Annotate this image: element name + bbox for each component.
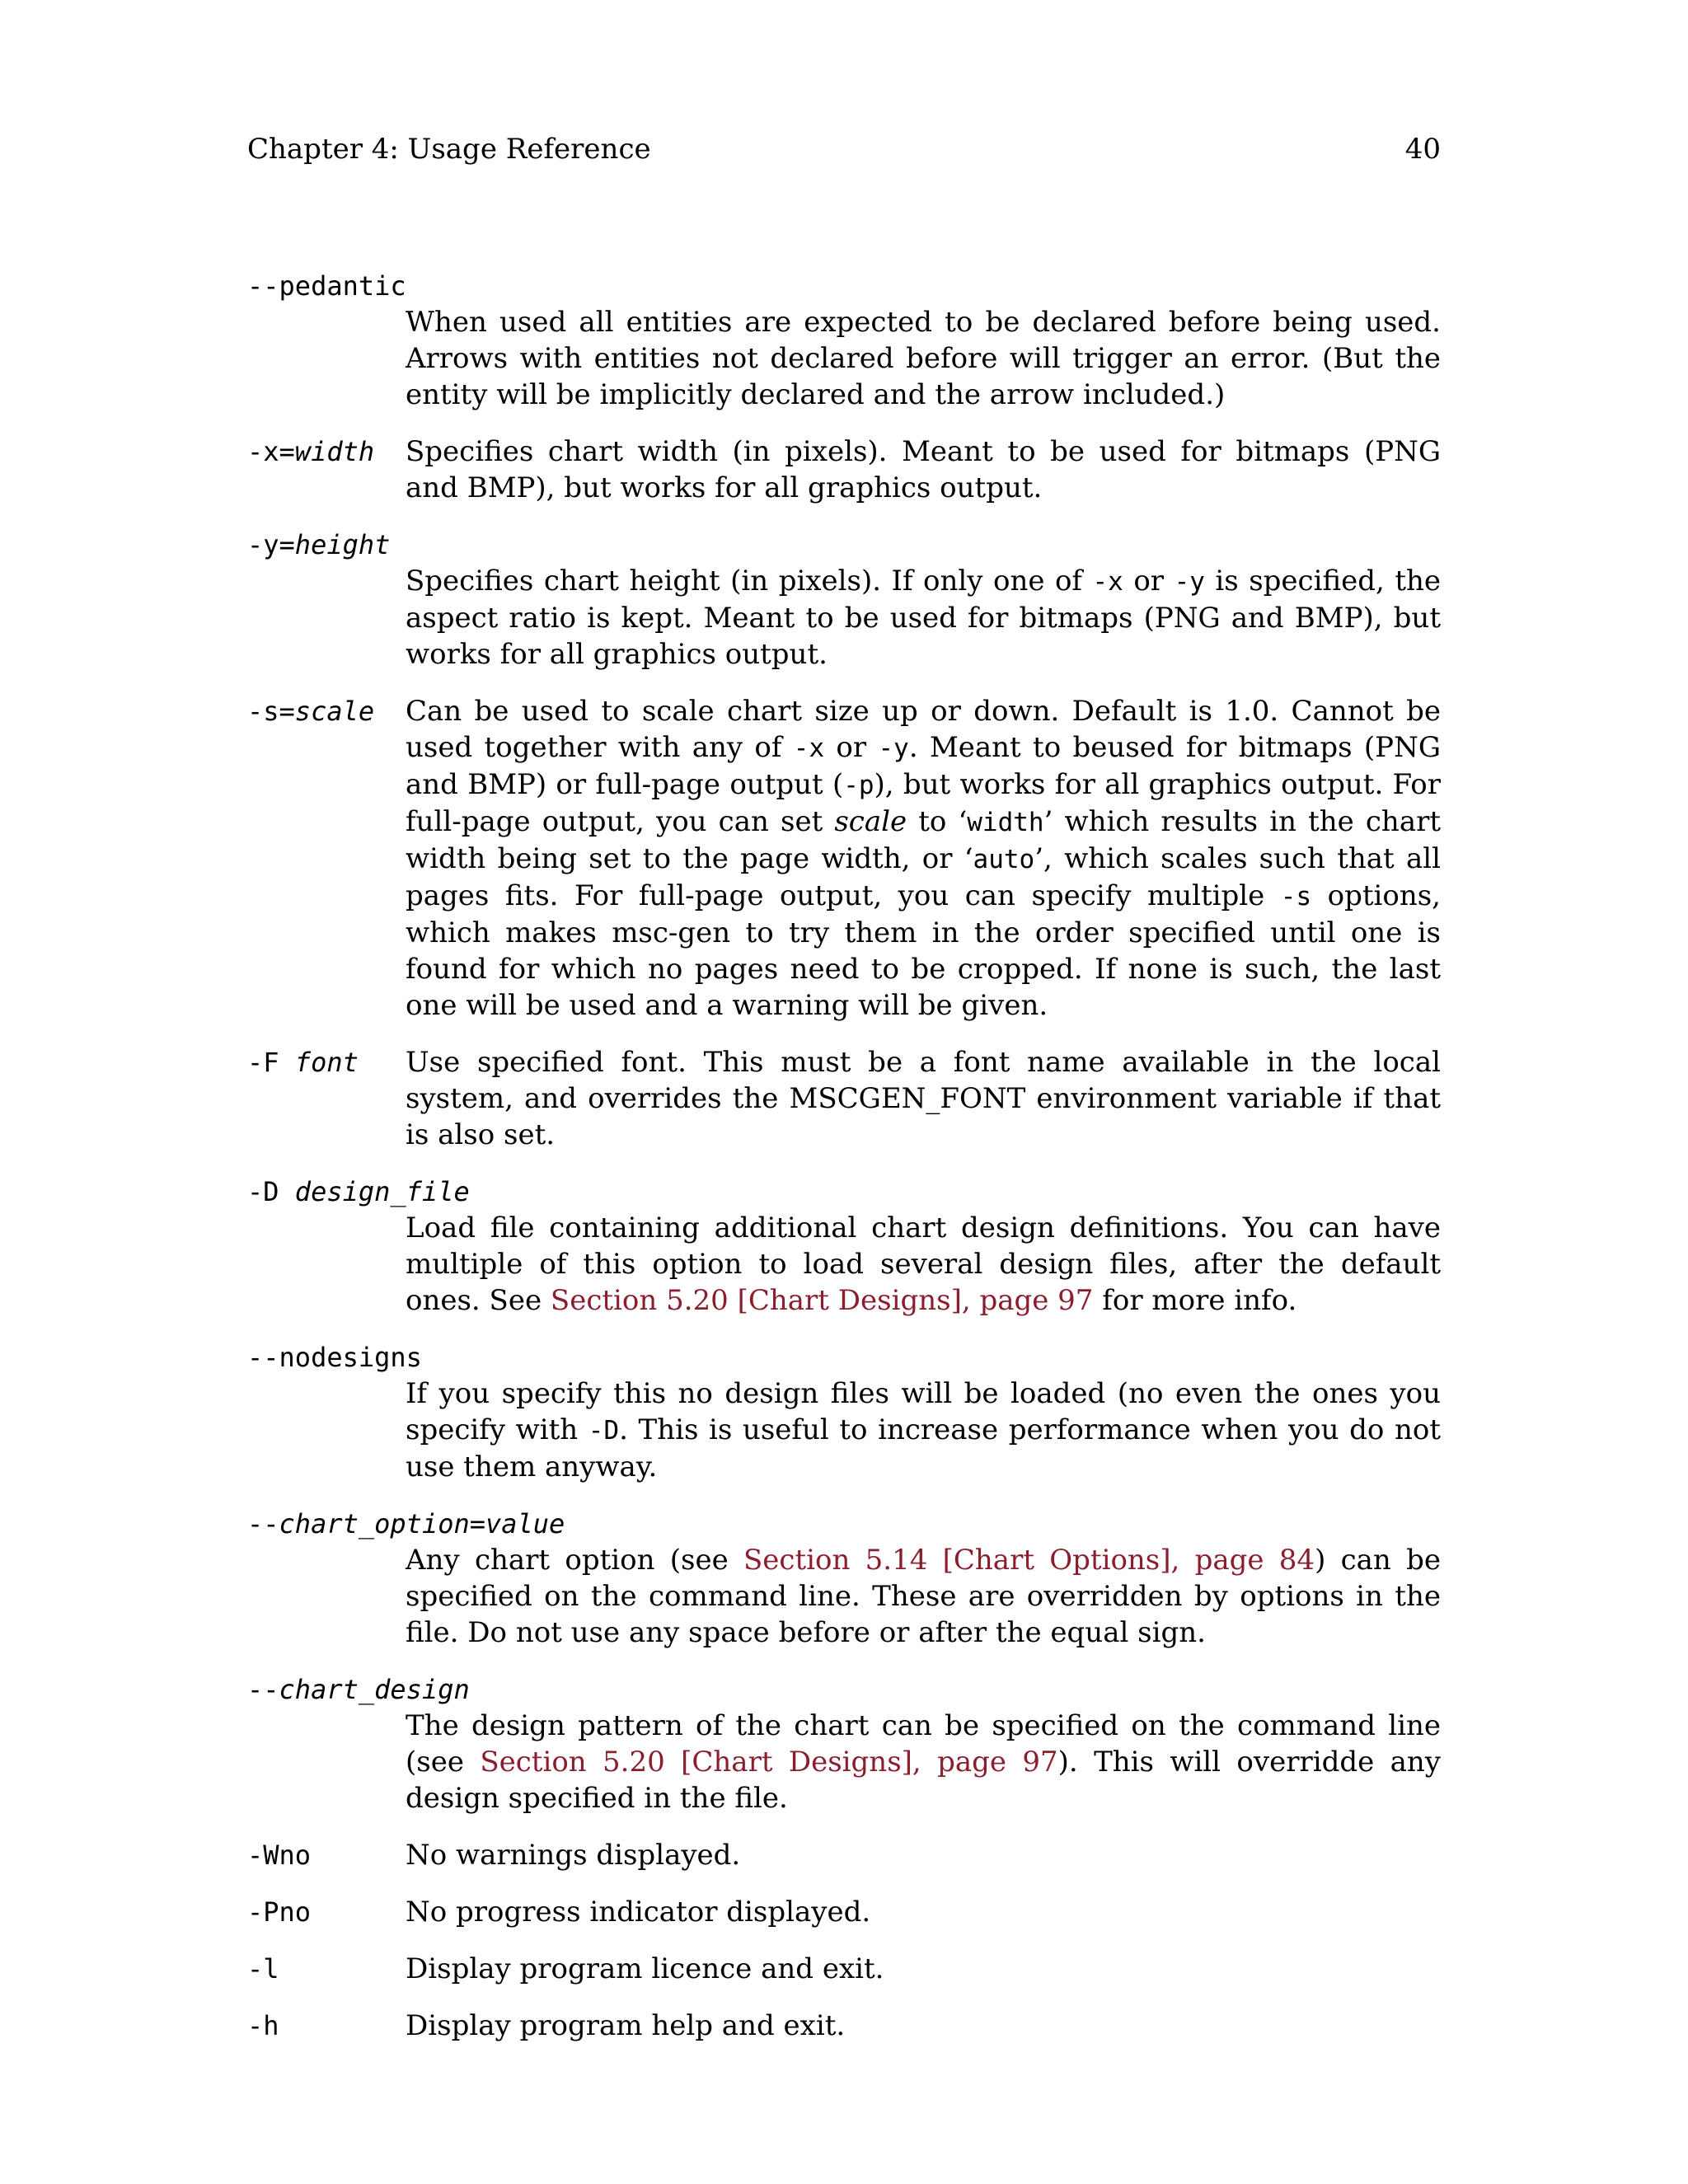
option-term [247,693,404,729]
option-term [247,434,404,470]
option-description [406,1210,1441,1319]
running-header [247,129,1441,170]
desc-text: ). This will overridde any design specified in the file. [406,1746,1441,1815]
option-description: Display program help and exit. [406,2009,846,2042]
option-equals: = [469,1508,485,1540]
option-h [247,2008,1441,2044]
desc-text: ’, which scales such that all pages fits. For full-page output, you can specify multiple [406,842,1442,912]
desc-text: . This is useful to increase performance when you do not use them anyway. [406,1413,1441,1483]
option-term: -h [247,2010,279,2041]
option-D [247,1174,1441,1319]
desc-text: or [1123,565,1175,598]
option-description [406,1708,1441,1816]
option-y [247,527,1441,673]
option-description: When used all entities are expected to be declared before being used. Arrows with entities not declared before will trigger an error. (But the entity will be implicitly declared and the arrow included.) [406,306,1441,411]
option-term [247,1174,1441,1210]
option-term [247,1671,1441,1708]
desc-text: ), but works for all graphics output. For full-page output, you can set [406,768,1441,838]
option-nodesigns [247,1339,1441,1485]
option-flag: -- [247,1508,279,1540]
option-flag: -y= [247,529,295,560]
option-l [247,1951,1441,1987]
desc-text: for more info. [1093,1284,1297,1317]
desc-text: ’ which results in the chart width being set to the page width, or ‘ [406,805,1442,875]
page-number: 40 [1404,133,1441,166]
desc-text: Can be used to scale chart size up or down. Default is 1.0. Cannot be used together with any of [406,695,1441,764]
desc-text: or [824,731,879,764]
option-flag: -D [247,1176,295,1207]
option-term: --nodesigns [247,1342,422,1373]
inline-code: -p [843,771,874,800]
option-argument: width [294,436,375,467]
inline-code: -D [588,1416,620,1446]
option-description [406,693,1441,1024]
option-description: No progress indicator displayed. [406,1896,871,1929]
desc-text: Load file containing additional chart design definitions. You can have multiple of this option to load several design files, after the default ones. See [406,1212,1441,1317]
option-argument: chart_option [279,1508,470,1540]
option-term: -Wno [247,1840,312,1871]
option-argument: font [294,1047,359,1078]
option-term: -Pno [247,1896,312,1928]
option-flag: -x= [247,436,295,467]
option-Wno [247,1837,1441,1873]
inline-code: auto [973,845,1035,874]
option-argument: scale [294,696,375,727]
option-description: Use specified font. This must be a font name available in the local system, and overrides the MSCGEN_FONT environment variable if that is also set. [406,1046,1441,1151]
option-term [247,527,1441,563]
inline-code: -s [1280,882,1312,912]
option-description: Specifies chart width (in pixels). Meant to be used for bitmaps (PNG and BMP), but works for all graphics output. [406,435,1441,504]
cross-reference-link[interactable]: Section 5.20 [Chart Designs], page 97 [550,1284,1094,1317]
desc-text: Any chart option (see [406,1544,743,1577]
option-argument: chart_design [279,1674,470,1705]
emphasis-text: scale [834,805,907,838]
inline-code: -y [878,733,909,763]
option-chart-design [247,1671,1441,1816]
inline-code: -x [793,733,825,763]
desc-text: Specifies chart height (in pixels). If only one of [406,565,1093,598]
desc-text: to ‘ [907,805,968,838]
desc-text: ) can be specified on the command line. These are overridden by options in the file. Do not use any space before or after the equal sign. [406,1544,1441,1649]
inline-code: -x [1092,567,1123,597]
inline-code: width [967,808,1044,837]
option-description [406,1376,1441,1485]
option-argument: height [294,529,391,560]
option-description [406,563,1441,673]
option-value: value [485,1508,565,1540]
desc-text: . Meant to beused for bitmaps (PNG and BMP) or full-page output ( [406,731,1441,801]
option-argument: design_file [294,1176,470,1207]
option-Pno [247,1894,1441,1930]
option-chart-option [247,1506,1441,1651]
option-flag: -s= [247,696,295,727]
chapter-title: Chapter 4: Usage Reference [247,133,651,166]
option-list [247,268,1441,2064]
desc-text: is specified, the aspect ratio is kept. Meant to be used for bitmaps (PNG and BMP), but works for all graphics output. [406,565,1441,671]
option-term [247,1044,404,1080]
option-term: --pedantic [247,270,406,302]
option-x [247,434,1441,506]
option-s [247,693,1441,1024]
option-F [247,1044,1441,1153]
option-description [406,1542,1441,1651]
desc-text: The design pattern of the chart can be specified on the command line (see [406,1709,1441,1779]
option-description: Display program licence and exit. [406,1952,884,1985]
option-term [247,1506,1441,1542]
cross-reference-link[interactable]: Section 5.14 [Chart Options], page 84 [743,1544,1315,1577]
option-term: -l [247,1953,279,1985]
desc-text: options, which makes msc-gen to try them in the order specified until one is found for which no pages need to be cropped. If none is such, the last one will be used and a warning will be given. [406,879,1441,1022]
inline-code: -y [1174,567,1205,597]
option-description: No warnings displayed. [406,1839,741,1872]
option-pedantic [247,268,1441,413]
option-flag: -F [247,1047,295,1078]
option-flag: -- [247,1674,279,1705]
cross-reference-link[interactable]: Section 5.20 [Chart Designs], page 97 [480,1746,1058,1779]
desc-text: If you specify this no design files will be loaded (no even the ones you specify with [406,1377,1441,1446]
